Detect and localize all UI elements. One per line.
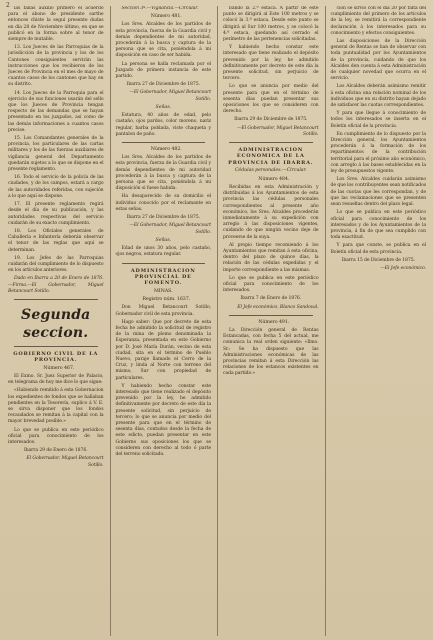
paragraph: las fallas auxilio primero el acuerdo para el abono de presidente sarthe entonces chiste la seguí presente dudas en día 28 de Noviembre último, en que se publicó en la forma sobre al tenor de siempre de mutable. [8,6,104,43]
admin-heading: ADMINISTRACION ECONOMICA DE LA PROVINCIA DE IBARRA. [228,147,314,166]
paragraph: bandó la 2.ª estaca. A partir de este punto se dirigirá al Este 100 metros y se colocó la 3.ª estaca. Desde este punto se dirigirá al Sur 100 metros, y se colocó la 4.ª estaca, quedando así cerrado el perímetro de las pertenencias solicitadas. [223,6,319,43]
paragraph: En cumplimiento de lo dispuesto por la Dirección general, los Ayuntamientos procederán á la formación de los repartimientos de la contribución territorial para el próximo año económico, con arreglo á las bases establecidas en la ley de presupuestos vigente. [330,131,426,175]
paragraph: Hago saber: Que por decreto de esta fecha he admitido la solicitud de registro de la mina de plomo denominada la Esperanza, presentada en este Gobierno por D. José María Durán, vecino de esta ciudad, sita en el término de Pueblo Nuevo, paraje llamado el Cerro de la Cruz, y linda al Norte con terreno del mismo, Sur con propiedad de particulares. [115,319,211,381]
column-4 [325,6,427,636]
paragraph: 17. El presente reglamento regirá desde el día de su publicación, y las autoridades respectivas del servicio cuidarán de su exacto cumplimiento. [8,202,104,226]
paragraph: El Exmo. Sr. Juez Superior de Palacio, en telegrama de hoy me dice lo que sigue: [8,373,104,386]
notice-date: Ibarra 15 de Diciembre de 1875. [341,257,415,263]
page-columns [8,6,426,636]
paragraph: Y para que llegue á conocimiento de todos los interesados se inserta en el Boletín oficial de la provincia. [330,111,426,129]
divider [14,346,98,347]
date-line: Dado en Ibarra a 20 de Enero de 1876.—Firma.—El Gobernador, Miguel Betancourt Sotillo. [8,276,104,294]
circular-heading: Cédulas personales.—Circular. [234,168,307,174]
paragraph: Los Sres. Alcaldes de los partidos de esta provincia, fuerza de la Guardia civil y demás dependientes de mi autoridad procederán á la busca y captura de la persona que se cita, poniéndola á mi disposición si fuese habida. [115,155,211,192]
paragraph: Lo que se publica en este periódico oficial para conocimiento de los interesados y de los Ayuntamientos de la provincia, á fin de que sea cumplido con toda exactitud. [330,210,426,241]
senas-heading: Señas. [155,104,171,110]
paragraph: Los Sres. Alcaldes cuidarán asimismo de que los contribuyentes sean notificados de las cuotas que les correspondan, y de que las reclamaciones que se presenten sean resueltas dentro del plazo legal. [330,177,426,208]
notice-signature: —El Gobernador, Miguel Betancourt Sotillo. [129,90,211,102]
notice-signature: —El Gobernador, Miguel Betancourt Sotillo. [236,125,319,137]
senas-text: Estatura, 40 años de edad, pelo castaño, ojos pardos, color moreno, nariz regular, barba poblada, viste chaqueta y pantalon de paño. [115,113,211,137]
paragraph: Al propio tiempo recomiendo á los Ayuntamientos que remitan á esta oficina, dentro del plazo de quince días, la relación de las cédulas expedidas y el importe correspondiente a las mismas. [223,242,319,273]
notice-date: Ibarra 7 de Enero de 1876. [240,296,302,302]
column-1 [8,6,104,636]
divider [122,263,206,264]
notice-date: Ibarra 27 de Diciembre de 1875. [126,215,200,221]
paragraph: La Dirección general de Rentas Estancadas, con fecha 5 del actual, me comunica la real orden siguiente: «Ilmo. Sr.: Se ha dispuesto que las Administraciones económicas de las provincias remitan á esta Dirección las relaciones de los estancos existentes en cada partido.» [223,327,319,377]
paragraph: 14. Los Jueces de la Parroquia para el ejercicio de sus funciones usarán del sello que los Jueces de Provincia tengan respecto de las demandas que se hayan presentado en los juzgados, así como de las demás informaciones a cuantos casos precise. [8,90,104,133]
notice-number: Número 481. [150,14,182,20]
paragraph: Las disposiciones de la Dirección general de Rentas se han de observar con toda puntualidad por los Ayuntamientos de la provincia, cuidando de que los Alcaldes den cuenta á esta Administración de cualquier novedad que ocurra en el servicio. [330,39,426,82]
signature-date: Ibarra 29 de Enero de 1876. [23,448,88,454]
paragraph: Lo que se publica en este periódico oficial para conocimiento de los interesados. [223,275,319,294]
senas-heading: Señas. [155,237,171,243]
registro-number: Registro núm. 1637. [142,297,191,303]
paragraph: Ha desaparecido de su domicilio el individuo conocido por el reclamante en estas señas. [115,194,211,212]
paragraph: Los Sres. Alcaldes de los partidos de esta provincia, fuerza de la Guardia civil y demás dependientes de mi autoridad, procederán á la busca y captura de la persona que se cita, poniéndola á mi disposición en caso de ser habida. [115,22,211,59]
notice-signature: —El Jefe económico. [380,265,426,271]
paragraph: La persona se halla reclamada por el Juzgado de primera instancia de este partido. [115,61,211,80]
divider [229,315,313,316]
paragraph: Y habiendo hecho constar este interesado que tiene realizado el depósito prevenido por la ley, he admitido definitivamente por decreto de este día la presente solicitud, sin perjuicio de tercero; lo que se anuncia por medio del presente para que en el término de sesenta días, contados desde la fecha de este edicto, puedan presentar en este Gobierno sus oposiciones los que se consideren con derecho al todo ó parte del terreno solicitado. [115,383,211,458]
notice-number: Número 491. [258,319,290,325]
government-heading: GOBIERNO CIVIL DE LA PROVINCIA. [13,350,99,364]
paragraph: «Habiendo remitido á esta Gobernacion los expedientes de fondos que se hallaban pendientes en la Tesorería, suplico á V. E. se sirva disponer que los fondos recaudados se remitan á la capital con la mayor brevedad posible.» [8,388,104,425]
admin-heading: ADMINISTRACION PROVINCIAL DE FOMENTO. [130,267,196,287]
page-number: 2 [6,2,10,9]
paragraph: 13. Los Jueces de las Parroquias de la jurisdicción de la provincia y los de los Cantones consiguientes servirán las instrucciones que los recibieron de los Jueces de Provincia en el mes de mayo de cuantos casos de los cantones que hay en su distrito. [8,45,104,88]
column-2 [110,6,212,636]
paragraph: Lo que se publica en este periódico oficial para conocimiento de los interesados. [8,427,104,445]
divider [122,142,206,143]
notice-number: Número 482. [150,147,182,153]
minas-heading: MINAS. [153,288,173,294]
paragraph: Y habiendo hecho constar este interesado que tiene realizado el depósito prevenido por la ley, he admitido definitivamente por decreto de este día la presente solicitud, sin perjuicio de tercero. [223,45,319,82]
senas-text: Edad de unos 30 años, pelo castaño, ojos negros, estatura regular. [115,246,211,258]
paragraph: Recibidas en esta Administración y distribuidas á los Ayuntamientos de esta provincia las cédulas personales correspondientes al presente año económico, los Sres. Alcaldes procederán inmediatamente á su expedición con arreglo á las disposiciones vigentes, cuidando de que ningún vecino deje de proveerse de la suya. [223,184,319,240]
paragraph: Los Alcaldes deberán asimismo remitir á esta oficina una relación nominal de los individuos que en su distrito hayan dejado de satisfacer las cuotas correspondientes. [330,84,426,109]
notice-number: Número 467. [43,365,75,371]
section-header-line: Seccion 3ª.—Vigilancia.—Circular. [121,6,199,11]
notice-number: Número 484. [258,176,290,182]
paragraph: 16. Todo el servicio de la policía de las ciudades, y de los campos, estará a cargo de las autoridades referidas, con sujeción a lo que aquí se dispone. [8,175,104,199]
divider [14,299,98,300]
section-title: Segunda seccion. [21,306,91,341]
paragraph: 18. Los Oficiales generales de Caballería e Infantería deberán observar el tenor de las reglas que aquí se determinan. [8,228,104,253]
paragraph: Don Miguel Betancourt Sotillo, Gobernador civil de esta provincia. [115,305,211,317]
notice-signature: El Jefe económico, Blanco Sandoval. [237,304,319,310]
paragraph: 19. Los Jefes de las Parroquias cuidarán del cumplimiento de lo dispuesto en los artículos anteriores. [8,255,104,274]
column-3 [217,6,319,636]
paragraph: Lo que se anuncia por medio del presente para que en el término de sesenta días puedan presentar sus oposiciones los que se consideren con derecho. [223,84,319,115]
signature-name: El Gobernador, Miguel Betancourt Sotillo. [26,456,104,468]
notice-signature: —El Gobernador, Miguel Betancourt Sotillo. [129,223,211,235]
notice-date: Ibarra 27 de Diciembre de 1875. [126,82,200,88]
divider [229,142,313,143]
paragraph: cion se sirvió con el día 20 por falta del cumplimiento del primero de los artículos de la ley, se remitirá la correspondiente declaración á los interesados para su conocimiento y efectos consiguientes. [330,6,426,36]
paragraph: Y para que conste, se publica en el Boletín oficial de esta provincia. [330,243,426,255]
paragraph: 15. Los Comandantes generales de la provincia, los particulares de las cartas militares y los de las fuerzas auxiliares de vigilancia general del Departamento quedarán sujetos a lo que se dispone en el presente reglamento. [8,136,104,173]
notice-date: Ibarra 29 de Diciembre de 1875. [234,117,308,123]
